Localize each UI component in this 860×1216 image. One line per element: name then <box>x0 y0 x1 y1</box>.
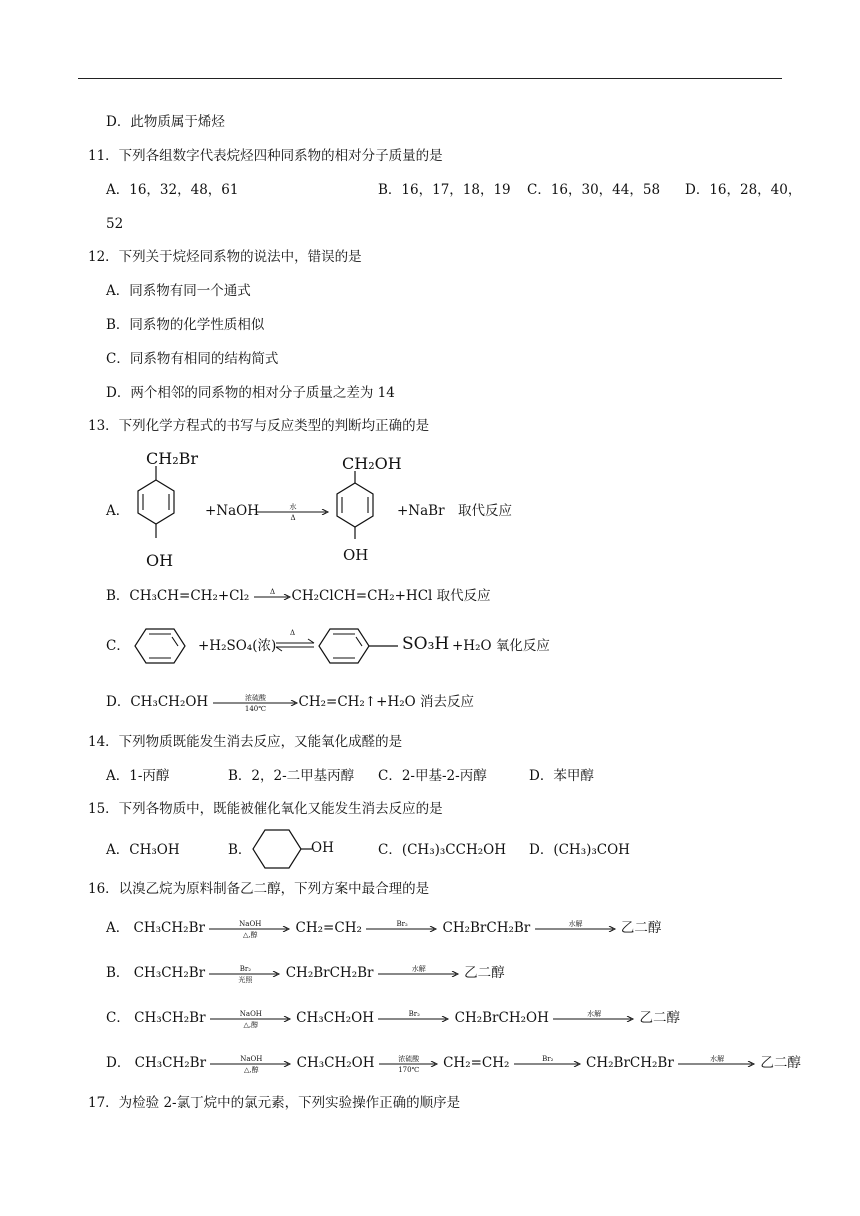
q15-stem: 15．下列各物质中，既能被催化氧化又能发生消去反应的是 <box>88 801 443 817</box>
q13a-plus-naoh: +NaOH <box>205 503 260 519</box>
q16a-s4: 乙二醇 <box>620 920 662 936</box>
q13-option-d <box>106 692 474 712</box>
q11-option-a: A．16，32，48，61 <box>106 182 239 198</box>
q13a-reactant-oh: OH <box>146 551 174 570</box>
q13b-left: CH₃CH=CH₂+Cl₂ <box>129 588 250 604</box>
q13a-product-oh: OH <box>343 546 369 564</box>
q13a-tail: +NaBr 取代反应 <box>397 503 513 519</box>
q16d-c2t: 浓硫酸 <box>398 1054 420 1063</box>
q16c-c1b: △,醇 <box>243 1020 259 1029</box>
q16a-s2: CH₂=CH₂ <box>295 920 362 936</box>
q16a-s1: CH₃CH₂Br <box>133 920 205 936</box>
right-arrow-icon <box>678 1061 756 1067</box>
q16d-c1t: NaOH <box>240 1054 263 1063</box>
q16c-s3: CH₂BrCH₂OH <box>454 1010 549 1026</box>
q13a-arrow <box>256 501 330 521</box>
q16-stem: 16．以溴乙烷为原料制备乙二醇，下列方案中最合理的是 <box>88 881 430 897</box>
q16b-c1t: Br₂ <box>239 964 252 973</box>
equilibrium-arrow-icon <box>274 636 316 654</box>
benzene-ring-reactant-icon <box>132 466 180 546</box>
q11-option-d-cont: 52 <box>106 216 124 232</box>
q13d-right: CH₂=CH₂↑+H₂O 消去反应 <box>298 694 475 710</box>
q16a-c2t: Br₂ <box>396 919 408 928</box>
q16c-label: C． <box>106 1010 130 1026</box>
q16-option-b <box>106 963 505 983</box>
q16d-c3t: Br₂ <box>542 1054 554 1063</box>
q16a-label: A． <box>106 920 130 936</box>
q13-option-a-label: A． <box>106 503 130 519</box>
q13b-right: CH₂ClCH=CH₂+HCl 取代反应 <box>291 588 491 604</box>
q14-option-a: A．1-丙醇 <box>106 768 170 784</box>
q16a-c3t: 水解 <box>568 919 583 928</box>
q16d-c1b: △,醇 <box>244 1065 259 1074</box>
q13b-label: B． <box>106 588 130 604</box>
q16c-s2: CH₃CH₂OH <box>296 1010 375 1026</box>
q16a-s3: CH₂BrCH₂Br <box>442 920 531 936</box>
q15-option-d: D．(CH₃)₃COH <box>529 842 630 858</box>
right-arrow-icon <box>553 1016 635 1022</box>
q16d-s1: CH₃CH₂Br <box>134 1055 207 1071</box>
right-arrow-icon <box>514 1061 582 1067</box>
q15-option-b-label: B． <box>228 842 252 858</box>
right-arrow-icon <box>378 971 460 977</box>
q13a-cond-top: 水 <box>289 502 297 511</box>
q13c-label: C． <box>106 638 130 654</box>
q11-option-d: D．16，28，40， <box>685 182 802 198</box>
q14-option-c: C．2-甲基-2-丙醇 <box>378 768 487 784</box>
q15-option-a: A．CH₃OH <box>106 842 180 858</box>
q16c-s4: 乙二醇 <box>639 1010 680 1026</box>
q16a-c1t: NaOH <box>239 919 262 928</box>
benzene-ring-product-icon <box>331 471 379 551</box>
q16b-s3: 乙二醇 <box>464 965 505 981</box>
q13d-left: CH₃CH₂OH <box>130 694 209 710</box>
q17-stem: 17．为检验 2-氯丁烷中的氯元素，下列实验操作正确的顺序是 <box>88 1095 461 1111</box>
q16c-c2t: Br₂ <box>408 1009 420 1018</box>
q11-option-b: B．16，17，18，19 <box>378 182 511 198</box>
q16b-label: B． <box>106 965 130 981</box>
q16d-s5: 乙二醇 <box>760 1055 801 1071</box>
q16-option-d <box>106 1053 801 1073</box>
q15-option-c: C．(CH₃)₃CCH₂OH <box>378 842 506 858</box>
q16b-s2: CH₂BrCH₂Br <box>285 965 374 981</box>
q16d-s2: CH₃CH₂OH <box>296 1055 375 1071</box>
q16d-s3: CH₂=CH₂ <box>443 1055 510 1071</box>
q16d-c4t: 水解 <box>710 1054 725 1063</box>
right-arrow-icon <box>535 926 617 932</box>
q16a-c1b: △,醇 <box>242 930 258 939</box>
q13d-cond-bot: 140℃ <box>244 704 267 713</box>
q11-option-c: C．16，30，44，58 <box>527 182 661 198</box>
q13c-tail: +H₂O 氧化反应 <box>452 638 550 654</box>
q14-option-d: D．苯甲醇 <box>529 768 594 784</box>
q16d-label: D． <box>106 1055 131 1071</box>
q13c-cond: Δ <box>290 629 296 637</box>
q14-option-b: B．2，2-二甲基丙醇 <box>228 768 355 784</box>
q13c-reagent: +H₂SO₄(浓) <box>198 638 277 654</box>
q16b-s1: CH₃CH₂Br <box>133 965 206 981</box>
q12-option-c: C．同系物有相同的结构简式 <box>106 351 279 367</box>
q16-option-a <box>106 918 661 938</box>
right-arrow-icon <box>254 594 292 600</box>
q13d-cond-top: 浓硫酸 <box>245 693 266 702</box>
q16d-c2b: 170℃ <box>398 1065 420 1074</box>
benzene-ring-product-icon <box>318 627 400 665</box>
cyclohexane-ring-icon <box>252 828 314 870</box>
q16b-c1b: 光照 <box>238 975 253 984</box>
q16c-s1: CH₃CH₂Br <box>134 1010 206 1026</box>
q12-option-b: B．同系物的化学性质相似 <box>106 317 265 333</box>
q16c-c3t: 水解 <box>587 1009 602 1018</box>
q14-stem: 14．下列物质既能发生消去反应，又能氧化成醛的是 <box>88 734 403 750</box>
q13a-product-ch2oh: CH₂OH <box>342 454 402 473</box>
q15-option-b-oh: OH <box>311 840 334 856</box>
q16b-c2t: 水解 <box>411 964 426 973</box>
q13b-cond: Δ <box>270 587 276 596</box>
right-arrow-icon <box>366 926 438 932</box>
q10-option-d: D．此物质属于烯烃 <box>106 114 225 130</box>
q13-option-b <box>106 586 491 606</box>
q13c-so3h: SO₃H <box>402 634 450 654</box>
q12-stem: 12．下列关于烷烃同系物的说法中，错误的是 <box>88 249 362 265</box>
header-rule <box>78 78 782 79</box>
q13-stem: 13．下列化学方程式的书写与反应类型的判断均正确的是 <box>88 418 430 434</box>
q13a-reactant-ch2br: CH₂Br <box>146 449 199 468</box>
benzene-ring-icon <box>134 627 186 665</box>
q12-option-d: D．两个相邻的同系物的相对分子质量之差为 14 <box>106 385 395 401</box>
q13d-label: D． <box>106 694 131 710</box>
q16d-s4: CH₂BrCH₂Br <box>586 1055 674 1071</box>
q12-option-a: A．同系物有同一个通式 <box>106 283 251 299</box>
q16c-c1t: NaOH <box>239 1009 262 1018</box>
q16-option-c <box>106 1008 680 1028</box>
q13a-cond-bot: Δ <box>290 513 296 522</box>
q11-stem: 11．下列各组数字代表烷烃四种同系物的相对分子质量的是 <box>88 148 443 164</box>
right-arrow-icon <box>378 1016 450 1022</box>
